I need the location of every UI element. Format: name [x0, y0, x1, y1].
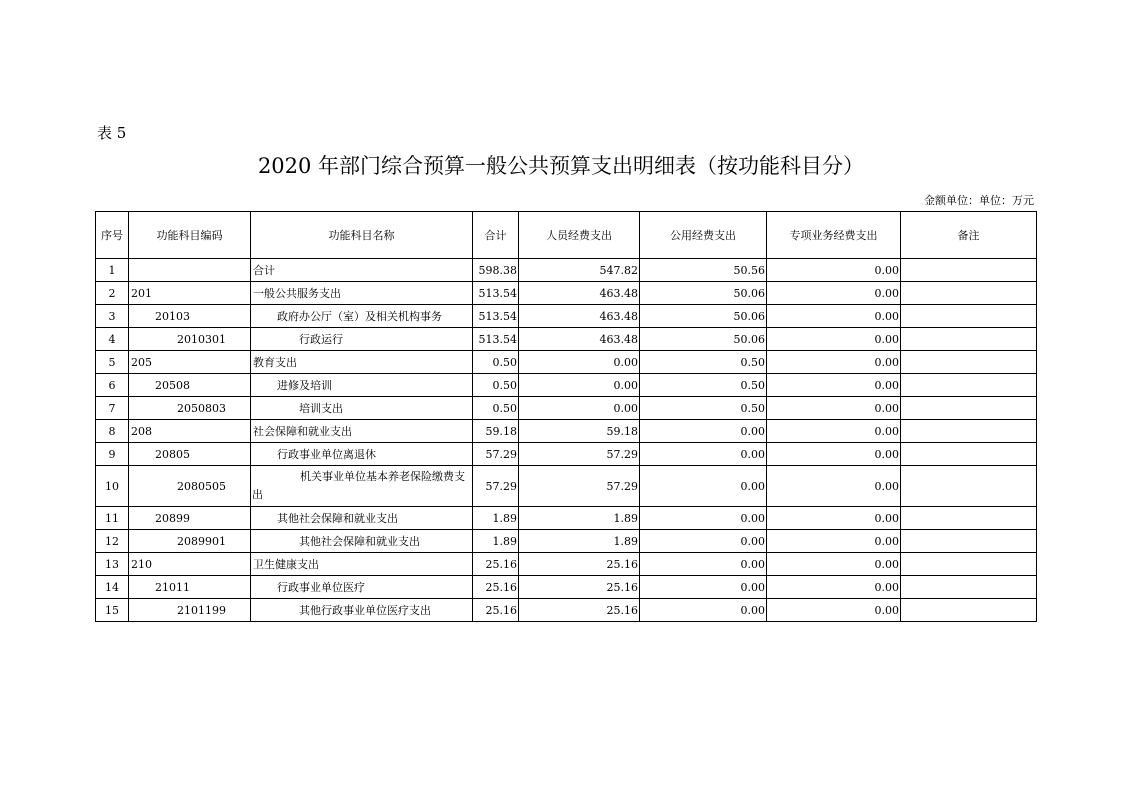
cell-total: 0.50 [473, 351, 519, 374]
cell-public: 0.50 [640, 351, 767, 374]
cell-remark [901, 466, 1037, 507]
cell-name: 卫生健康支出 [251, 553, 473, 576]
header-public: 公用经费支出 [640, 212, 767, 259]
cell-seq: 4 [96, 328, 129, 351]
cell-code: 210 [129, 553, 251, 576]
cell-total: 513.54 [473, 282, 519, 305]
header-seq: 序号 [96, 212, 129, 259]
cell-seq: 15 [96, 599, 129, 622]
cell-remark [901, 259, 1037, 282]
cell-total: 25.16 [473, 599, 519, 622]
table-row [96, 282, 1037, 305]
cell-public: 0.00 [640, 530, 767, 553]
cell-personnel: 547.82 [519, 259, 640, 282]
cell-total: 513.54 [473, 305, 519, 328]
cell-special: 0.00 [767, 507, 901, 530]
cell-remark [901, 420, 1037, 443]
cell-seq: 3 [96, 305, 129, 328]
table-row [96, 328, 1037, 351]
header-code: 功能科目编码 [129, 212, 251, 259]
cell-personnel: 57.29 [519, 443, 640, 466]
cell-code: 20508 [129, 374, 251, 397]
cell-name: 合计 [251, 259, 473, 282]
table-row [96, 305, 1037, 328]
cell-seq: 8 [96, 420, 129, 443]
cell-name [251, 466, 473, 507]
cell-total: 598.38 [473, 259, 519, 282]
cell-remark [901, 507, 1037, 530]
cell-seq: 7 [96, 397, 129, 420]
cell-name-text: 机关事业单位基本养老保险缴费支出 [252, 470, 465, 501]
cell-code: 2101199 [129, 599, 251, 622]
cell-remark [901, 576, 1037, 599]
cell-code: 205 [129, 351, 251, 374]
table-row [96, 553, 1037, 576]
cell-seq: 13 [96, 553, 129, 576]
cell-public: 0.00 [640, 599, 767, 622]
cell-special: 0.00 [767, 397, 901, 420]
table-row [96, 466, 1037, 507]
cell-public: 50.06 [640, 282, 767, 305]
table-row [96, 259, 1037, 282]
cell-personnel: 59.18 [519, 420, 640, 443]
header-total: 合计 [473, 212, 519, 259]
cell-public: 0.00 [640, 420, 767, 443]
cell-special: 0.00 [767, 553, 901, 576]
cell-personnel: 25.16 [519, 599, 640, 622]
cell-code: 201 [129, 282, 251, 305]
budget-table [95, 211, 1037, 622]
cell-personnel: 25.16 [519, 576, 640, 599]
table-row [96, 420, 1037, 443]
cell-seq: 1 [96, 259, 129, 282]
cell-total: 57.29 [473, 466, 519, 507]
cell-name: 社会保障和就业支出 [251, 420, 473, 443]
table-row [96, 374, 1037, 397]
header-name: 功能科目名称 [251, 212, 473, 259]
cell-code [129, 259, 251, 282]
cell-public: 50.56 [640, 259, 767, 282]
cell-remark [901, 530, 1037, 553]
cell-personnel: 57.29 [519, 466, 640, 507]
cell-name: 行政事业单位离退休 [251, 443, 473, 466]
cell-public: 0.00 [640, 507, 767, 530]
cell-special: 0.00 [767, 466, 901, 507]
cell-name: 政府办公厅（室）及相关机构事务 [251, 305, 473, 328]
table-label: 表 5 [97, 124, 127, 142]
header-special: 专项业务经费支出 [767, 212, 901, 259]
table-row [96, 530, 1037, 553]
cell-seq: 5 [96, 351, 129, 374]
cell-code: 21011 [129, 576, 251, 599]
cell-code: 2089901 [129, 530, 251, 553]
unit-note: 金额单位：单位：万元 [924, 194, 1034, 207]
cell-public: 0.00 [640, 443, 767, 466]
cell-special: 0.00 [767, 530, 901, 553]
cell-name: 行政事业单位医疗 [251, 576, 473, 599]
table-row [96, 351, 1037, 374]
cell-special: 0.00 [767, 374, 901, 397]
cell-code: 2080505 [129, 466, 251, 507]
table-row [96, 576, 1037, 599]
cell-special: 0.00 [767, 328, 901, 351]
cell-public: 0.00 [640, 576, 767, 599]
cell-seq: 2 [96, 282, 129, 305]
cell-remark [901, 282, 1037, 305]
cell-public: 0.50 [640, 374, 767, 397]
cell-name: 行政运行 [251, 328, 473, 351]
header-remark: 备注 [901, 212, 1037, 259]
cell-name: 其他社会保障和就业支出 [251, 507, 473, 530]
cell-personnel: 463.48 [519, 328, 640, 351]
cell-special: 0.00 [767, 576, 901, 599]
cell-code: 20805 [129, 443, 251, 466]
cell-remark [901, 328, 1037, 351]
cell-total: 57.29 [473, 443, 519, 466]
cell-public: 0.00 [640, 553, 767, 576]
cell-name: 其他行政事业单位医疗支出 [251, 599, 473, 622]
cell-total: 0.50 [473, 374, 519, 397]
cell-name: 教育支出 [251, 351, 473, 374]
cell-personnel: 1.89 [519, 507, 640, 530]
cell-code: 2050803 [129, 397, 251, 420]
cell-special: 0.00 [767, 420, 901, 443]
cell-public: 0.00 [640, 466, 767, 507]
cell-total: 25.16 [473, 576, 519, 599]
cell-seq: 12 [96, 530, 129, 553]
table-header-row [96, 212, 1037, 259]
cell-special: 0.00 [767, 443, 901, 466]
cell-personnel: 1.89 [519, 530, 640, 553]
cell-special: 0.00 [767, 351, 901, 374]
cell-public: 50.06 [640, 328, 767, 351]
cell-name: 一般公共服务支出 [251, 282, 473, 305]
cell-total: 1.89 [473, 530, 519, 553]
cell-seq: 9 [96, 443, 129, 466]
cell-personnel: 25.16 [519, 553, 640, 576]
cell-personnel: 0.00 [519, 351, 640, 374]
cell-total: 0.50 [473, 397, 519, 420]
cell-remark [901, 305, 1037, 328]
cell-remark [901, 553, 1037, 576]
header-personnel: 人员经费支出 [519, 212, 640, 259]
cell-special: 0.00 [767, 305, 901, 328]
cell-special: 0.00 [767, 599, 901, 622]
cell-name: 培训支出 [251, 397, 473, 420]
cell-seq: 14 [96, 576, 129, 599]
cell-public: 0.50 [640, 397, 767, 420]
cell-special: 0.00 [767, 282, 901, 305]
cell-total: 1.89 [473, 507, 519, 530]
cell-personnel: 0.00 [519, 374, 640, 397]
cell-code: 208 [129, 420, 251, 443]
cell-code: 20103 [129, 305, 251, 328]
cell-name: 进修及培训 [251, 374, 473, 397]
table-row [96, 599, 1037, 622]
table-row [96, 507, 1037, 530]
cell-code: 20899 [129, 507, 251, 530]
cell-personnel: 463.48 [519, 305, 640, 328]
cell-total: 59.18 [473, 420, 519, 443]
table-row [96, 443, 1037, 466]
cell-seq: 11 [96, 507, 129, 530]
cell-name: 其他社会保障和就业支出 [251, 530, 473, 553]
cell-code: 2010301 [129, 328, 251, 351]
cell-special: 0.00 [767, 259, 901, 282]
cell-remark [901, 443, 1037, 466]
cell-seq: 10 [96, 466, 129, 507]
cell-personnel: 0.00 [519, 397, 640, 420]
cell-remark [901, 351, 1037, 374]
cell-remark [901, 374, 1037, 397]
cell-seq: 6 [96, 374, 129, 397]
cell-remark [901, 599, 1037, 622]
cell-remark [901, 397, 1037, 420]
table-row [96, 397, 1037, 420]
page-title: 2020 年部门综合预算一般公共预算支出明细表（按功能科目分） [257, 154, 865, 178]
cell-total: 513.54 [473, 328, 519, 351]
cell-personnel: 463.48 [519, 282, 640, 305]
cell-public: 50.06 [640, 305, 767, 328]
cell-total: 25.16 [473, 553, 519, 576]
